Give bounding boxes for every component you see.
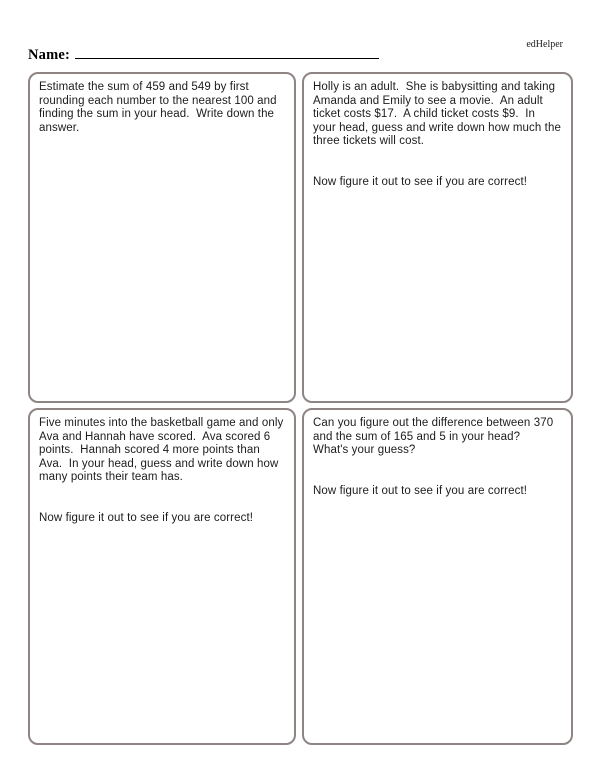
problem-card-3	[28, 408, 296, 745]
problem-3-followup: Now figure it out to see if you are correct!	[39, 511, 254, 524]
problem-2-followup: Now figure it out to see if you are correct!	[313, 175, 528, 188]
name-blank-line	[75, 45, 379, 59]
brand-text: edHelper	[526, 39, 563, 50]
problem-3-text: Five minutes into the basketball game and only Ava and Hannah have scored. Ava scored 6 points. Hannah scored 4 more points than Ava. In your head, guess and write down how many points their team has.	[39, 417, 286, 483]
name-label: Name:	[28, 47, 71, 63]
problem-card-1	[28, 72, 296, 403]
problem-card-4	[302, 408, 573, 745]
problem-1-text: Estimate the sum of 459 and 549 by first rounding each number to the nearest 100 and finding the sum in your head. Write down the answer.	[39, 81, 280, 134]
problem-2-text: Holly is an adult. She is babysitting and taking Amanda and Emily to see a movie. An adult ticket costs $17. A child ticket costs $9. In your head, guess and write down how much the three tickets will cost.	[313, 81, 565, 147]
problem-card-2	[302, 72, 573, 403]
name-row	[28, 45, 379, 64]
problem-4-text: Can you figure out the difference between 370 and the sum of 165 and 5 in your head? What's your guess?	[313, 417, 557, 456]
problem-4-followup: Now figure it out to see if you are correct!	[313, 484, 528, 497]
